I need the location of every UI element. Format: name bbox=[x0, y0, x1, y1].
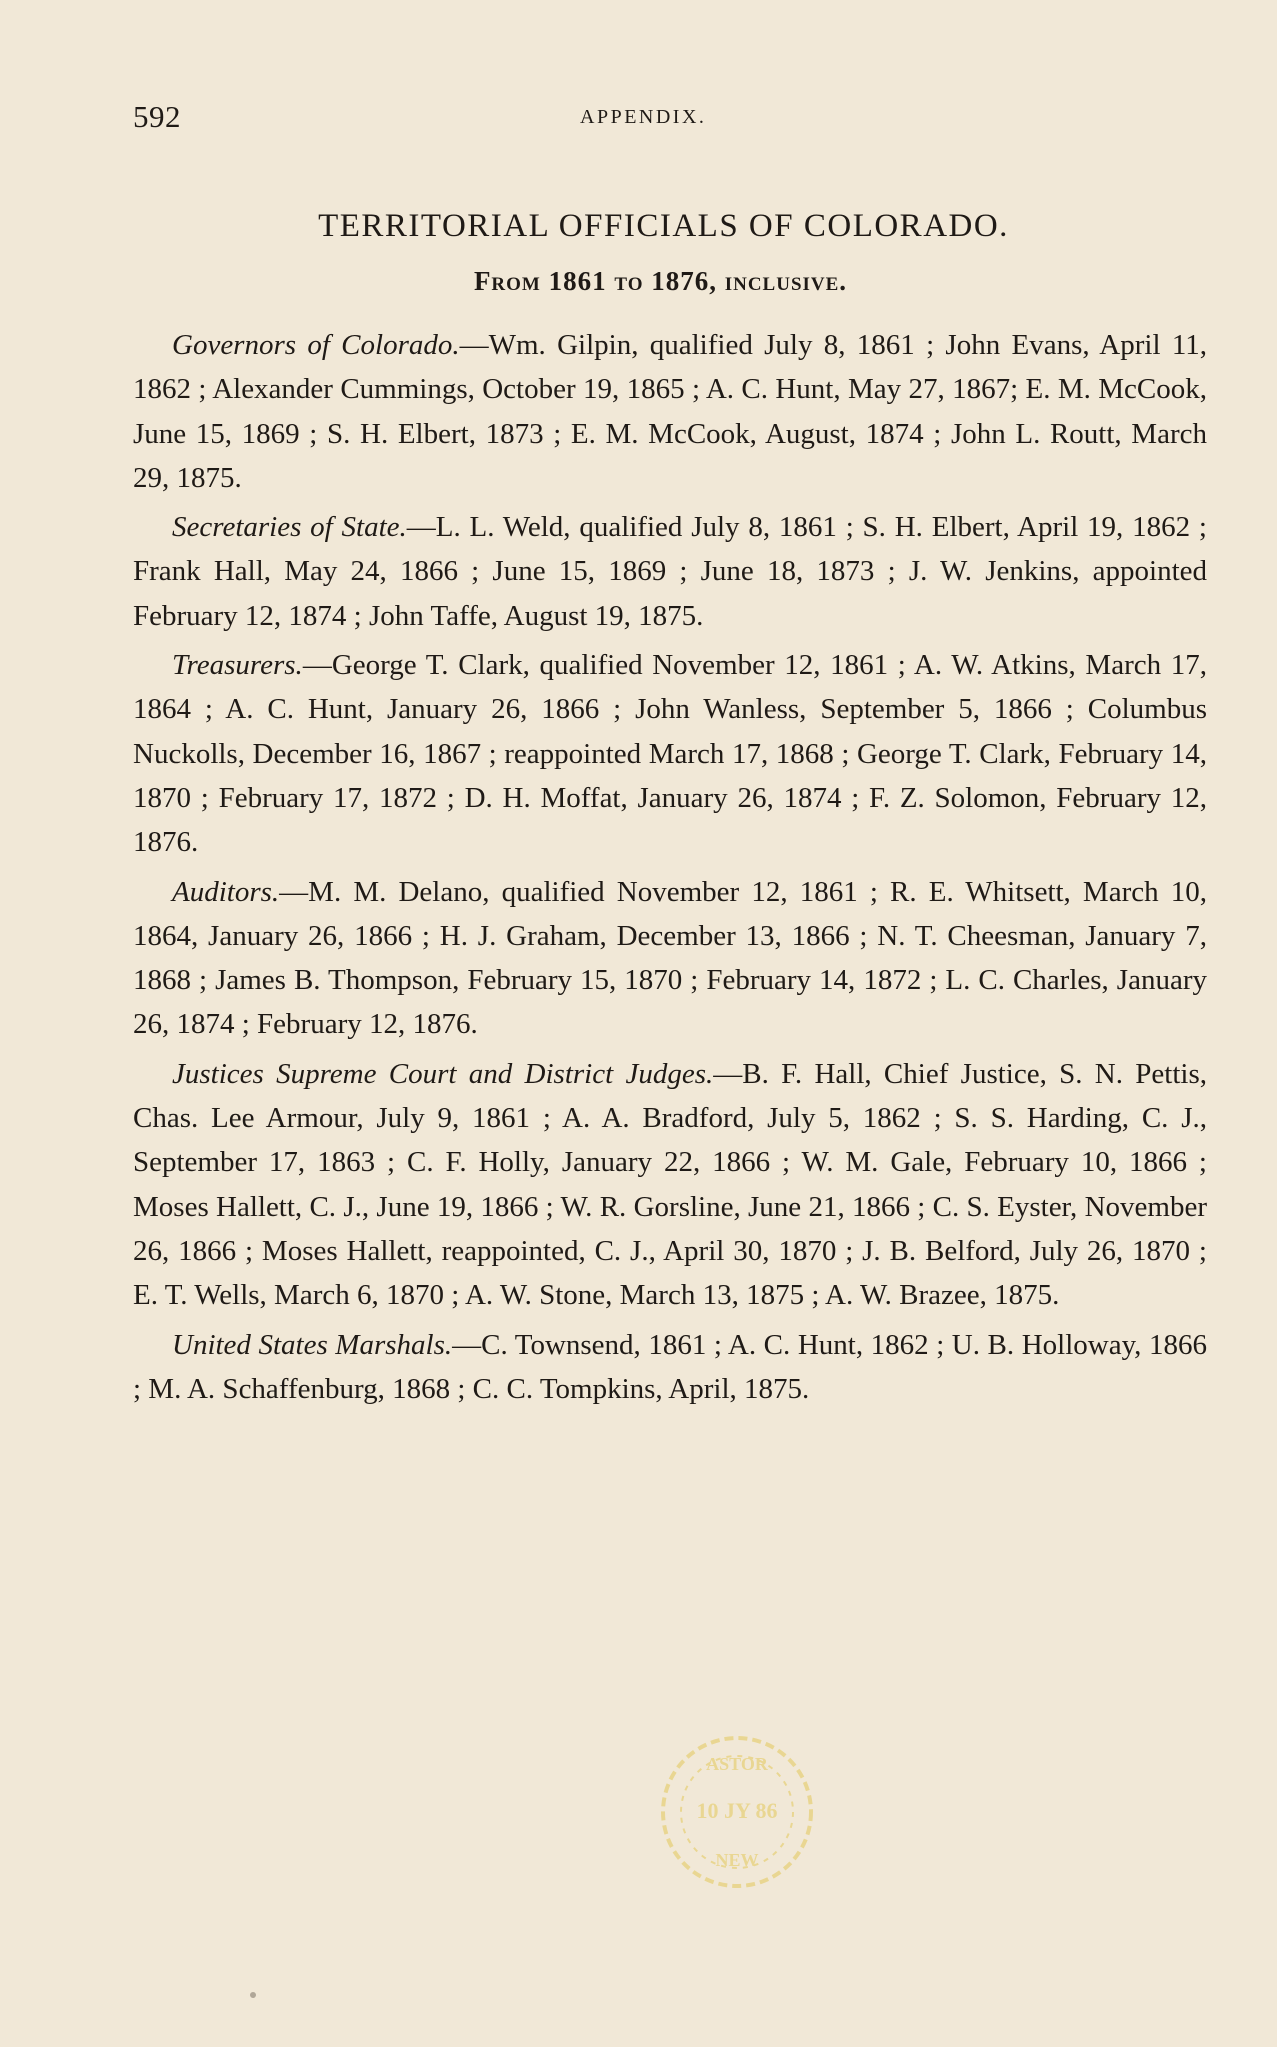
entry-governors bbox=[133, 323, 1207, 500]
entry-marshals bbox=[133, 1323, 1207, 1412]
entry-auditors bbox=[133, 870, 1207, 1047]
entry-text: —George T. Clark, qualified November 12, 1861 ; A. W. Atkins, March 17, 1864 ; A. C. Hunt, January 26, 1866 ; John Wanless, September 5, 1866 ; Columbus Nuckolls, December 16, 1867 ; reappointed March 17, 1868 ; George T. Clark, February 14, 1870 ; February 17, 1872 ; D. H. Moffat, January 26, 1874 ; F. Z. Solomon, February 12, 1876. bbox=[133, 649, 1207, 859]
page-number: 592 bbox=[133, 99, 181, 134]
entry-text: —L. L. Weld, qualified July 8, 1861 ; S. H. Elbert, April 19, 1862 ; Frank Hall, May 24, 1866 ; June 15, 1869 ; June 18, 1873 ; J. W. Jenkins, appointed February 12, 1874 ; John Taffe, August 19, 1875. bbox=[133, 511, 1207, 632]
stamp-text-bottom: NEW bbox=[715, 1850, 759, 1870]
entry-heading: Secretaries of State. bbox=[172, 511, 407, 544]
page-title: TERRITORIAL OFFICIALS OF COLORADO. bbox=[318, 208, 1009, 244]
entry-text: —B. F. Hall, Chief Justice, S. N. Pettis, Chas. Lee Armour, July 9, 1861 ; A. A. Bradford, July 5, 1862 ; S. S. Harding, C. J., September 17, 1863 ; C. F. Holly, January 22, 1866 ; W. M. Gale, February 10, 1866 ; Moses Hallett, C. J., June 19, 1866 ; W. R. Gorsline, June 21, 1866 ; C. S. Eyster, November 26, 1866 ; Moses Hallett, reappointed, C. J., April 30, 1870 ; J. B. Belford, July 26, 1870 ; E. T. Wells, March 6, 1870 ; A. W. Stone, March 13, 1875 ; A. W. Brazee, 1875. bbox=[133, 1057, 1207, 1312]
entry-heading: Treasurers. bbox=[172, 649, 303, 682]
entry-heading: United States Marshals. bbox=[172, 1328, 453, 1361]
entry-treasurers bbox=[133, 643, 1207, 864]
entry-text: —Wm. Gilpin, qualified July 8, 1861 ; John Evans, April 11, 1862 ; Alexander Cummings, October 19, 1865 ; A. C. Hunt, May 27, 1867; E. M. McCook, June 15, 1869 ; S. H. Elbert, 1873 ; E. M. McCook, August, 1874 ; John L. Routt, March 29, 1875. bbox=[133, 329, 1207, 494]
entry-heading: Justices Supreme Court and District Judges. bbox=[172, 1057, 714, 1090]
running-head: APPENDIX. bbox=[580, 106, 707, 128]
stamp-text-top: ASTOR bbox=[706, 1754, 768, 1774]
library-stamp bbox=[632, 1722, 842, 1902]
page-blemish bbox=[250, 1992, 256, 1998]
entry-text: —M. M. Delano, qualified November 12, 1861 ; R. E. Whitsett, March 10, 1864, January 26, 1866 ; H. J. Graham, December 13, 1866 ; N. T. Cheesman, January 7, 1868 ; James B. Thompson, February 15, 1870 ; February 14, 1872 ; L. C. Charles, January 26, 1874 ; February 12, 1876. bbox=[133, 875, 1207, 1041]
officials-list bbox=[133, 323, 1207, 1416]
entry-justices bbox=[133, 1052, 1207, 1318]
entry-text: —C. Townsend, 1861 ; A. C. Hunt, 1862 ; U. B. Holloway, 1866 ; M. A. Schaffenburg, 1868 ; C. C. Tompkins, April, 1875. bbox=[133, 1328, 1207, 1405]
entry-secretaries bbox=[133, 505, 1207, 638]
stamp-text: 10 JY 86 bbox=[696, 1798, 778, 1823]
page-subtitle: From 1861 to 1876, inclusive. bbox=[473, 266, 848, 296]
entry-heading: Auditors. bbox=[172, 875, 280, 908]
entry-heading: Governors of Colorado. bbox=[172, 329, 460, 361]
